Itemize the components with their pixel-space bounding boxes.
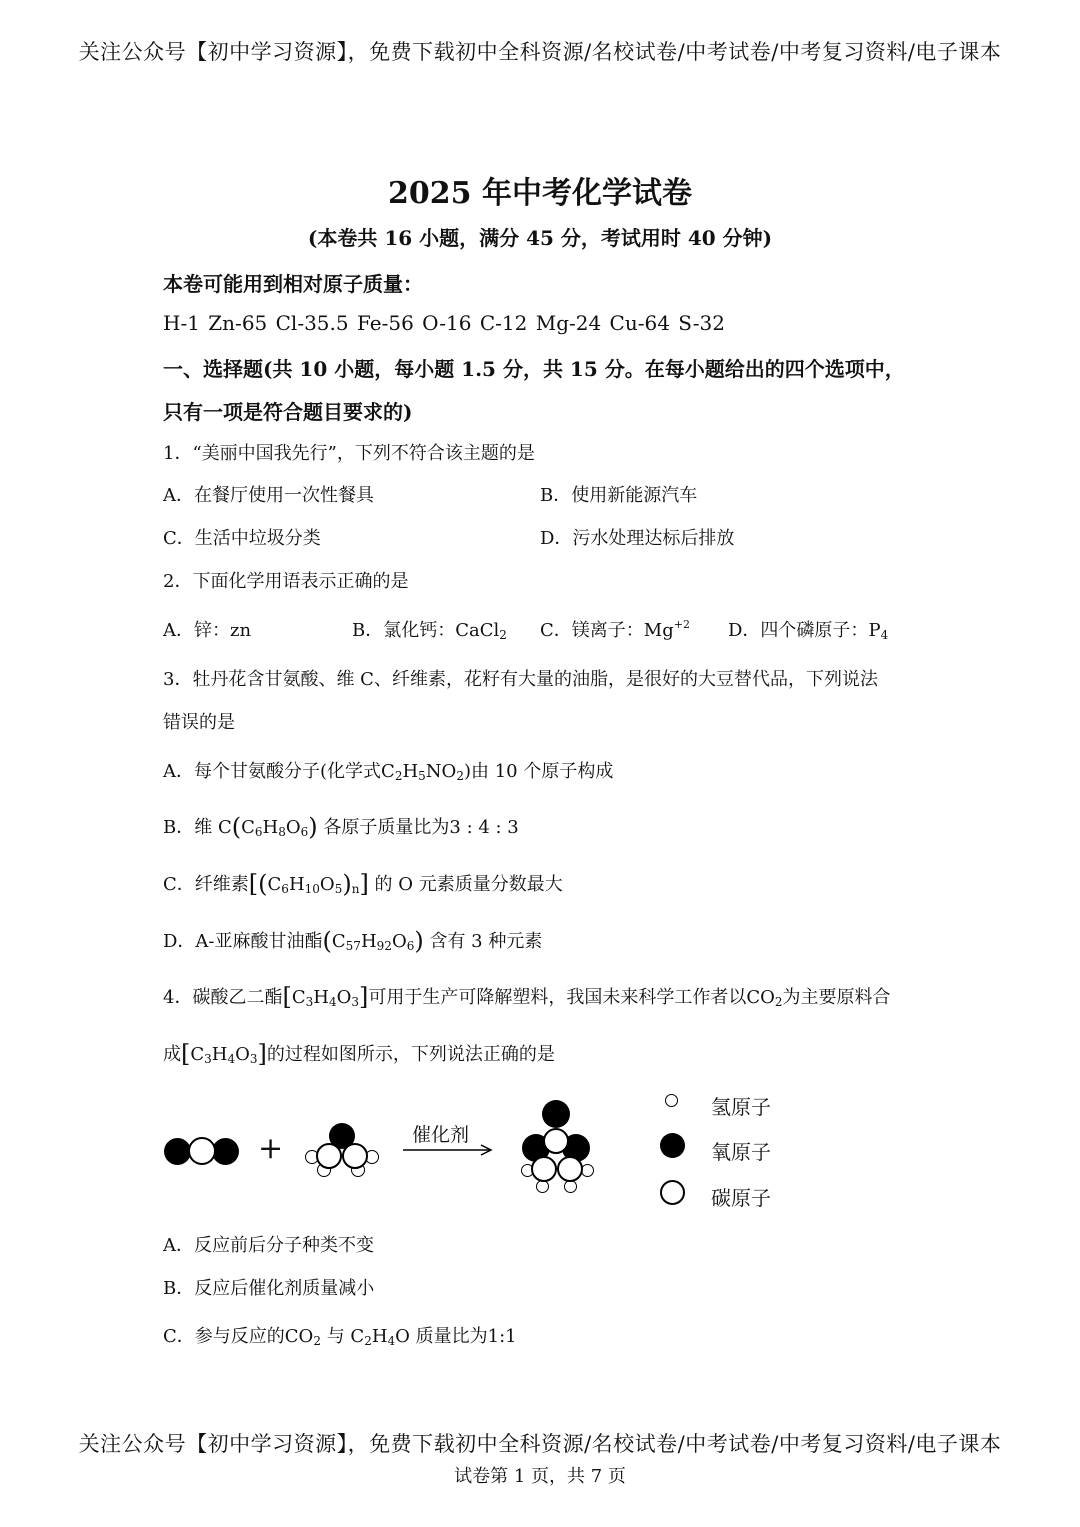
bottom-banner: 关注公众号【初中学习资源】，免费下载初中全科资源/名校试卷/中考试卷/中考复习资料/电子课本: [78, 1432, 1002, 1456]
oxygen-atom: [542, 1100, 570, 1128]
oxygen-atom: [164, 1138, 191, 1165]
legend-hydrogen-label: 氢原子: [711, 1095, 771, 1119]
q1-option-a: A．在餐厅使用一次性餐具: [163, 485, 374, 506]
top-banner: 关注公众号【初中学习资源】，免费下载初中全科资源/名校试卷/中考试卷/中考复习资料/电子课本: [78, 40, 1002, 64]
ethylene-oxide-molecule: [302, 1120, 384, 1182]
q3-option-b: B．维 $C(C_6H_8O_6)$ 各原子质量比为3 : 4 : 3: [163, 813, 519, 841]
catalyst-label: 催化剂: [412, 1124, 470, 1146]
legend-carbon-label: 碳原子: [711, 1186, 771, 1210]
oxygen-legend-icon: [660, 1133, 685, 1158]
q1-option-d: D．污水处理达标后排放: [540, 528, 735, 549]
q3-option-c: C．纤维素$[(C_6H_{10}O_5)_n]$ 的 O 元素质量分数最大: [163, 870, 563, 898]
exam-title: 2025 年中考化学试卷: [388, 176, 692, 211]
hydrogen-legend-icon: [665, 1094, 678, 1107]
hydrogen-atom: [581, 1164, 594, 1177]
q1-option-b: B．使用新能源汽车: [540, 485, 698, 506]
ethylene-carbonate-molecule: [518, 1100, 598, 1198]
carbon-atom: [557, 1156, 583, 1182]
carbon-atom: [543, 1128, 569, 1154]
carbon-atom: [316, 1143, 342, 1169]
q4-option-a: A．反应前后分子种类不变: [163, 1235, 374, 1256]
page-number: 试卷第 1 页，共 7 页: [454, 1466, 626, 1487]
q3-option-d: D．A-亚麻酸甘油酯$(C_{57}H_{92}O_6)$ 含有 3 种元素: [163, 927, 543, 955]
plus-icon: +: [258, 1131, 284, 1166]
carbon-legend-icon: [660, 1180, 685, 1205]
exam-subtitle: (本卷共 16 小题，满分 45 分，考试用时 40 分钟): [307, 226, 773, 250]
q4-option-b: B．反应后催化剂质量减小: [163, 1278, 375, 1299]
q2-stem: 2．下面化学用语表示正确的是: [163, 571, 409, 592]
q4-option-c: C．参与反应的$CO_2$ 与 $C_2H_4O$ 质量比为1:1: [163, 1326, 517, 1348]
q3-option-a: A．每个甘氨酸分子(化学式$C_2H_5NO_2$)由 10 个原子构成: [163, 761, 614, 783]
q2-option-a: A．锌：zn: [163, 620, 252, 641]
carbon-atom: [531, 1156, 557, 1182]
q2-option-b: B．氯化钙：CaCl$_2$: [352, 620, 507, 642]
atomic-mass-label: 本卷可能用到相对原子质量：: [163, 272, 423, 296]
q1-option-c: C．生活中垃圾分类: [163, 528, 321, 549]
q1-stem: 1．“美丽中国我先行”，下列不符合该主题的是: [163, 443, 535, 464]
carbon-atom: [342, 1143, 368, 1169]
atomic-mass-list: H-1 Zn-65 Cl-35.5 Fe-56 O-16 C-12 Mg-24 Cu-64 S-32: [163, 311, 725, 335]
carbon-atom: [188, 1137, 216, 1165]
q2-option-c: C．镁离子：$Mg^{+2}$: [540, 618, 690, 641]
q3-stem-line2: 错误的是: [163, 712, 235, 733]
q4-stem-line2: 成$[C_3H_4O_3]$的过程如图所示，下列说法正确的是: [163, 1040, 555, 1068]
legend-oxygen-label: 氧原子: [711, 1140, 771, 1164]
section1-heading-line1: 一、选择题(共 10 小题，每小题 1.5 分，共 15 分。在每小题给出的四个选项中，: [163, 357, 905, 381]
section1-heading-line2: 只有一项是符合题目要求的): [163, 400, 413, 424]
co2-molecule: [164, 1136, 242, 1166]
q2-option-d: D．四个磷原子：$P_4$: [728, 620, 889, 642]
q4-stem-line1: 4．碳酸乙二酯$[C_3H_4O_3]$可用于生产可降解塑料，我国未来科学工作者以$CO_2$为主要原料合: [163, 983, 891, 1011]
oxygen-atom: [212, 1138, 239, 1165]
q3-stem-line1: 3．牡丹花含甘氨酸、维 C、纤维素，花籽有大量的油脂，是很好的大豆替代品，下列说法: [163, 669, 878, 690]
reaction-arrow-icon: [403, 1143, 495, 1157]
